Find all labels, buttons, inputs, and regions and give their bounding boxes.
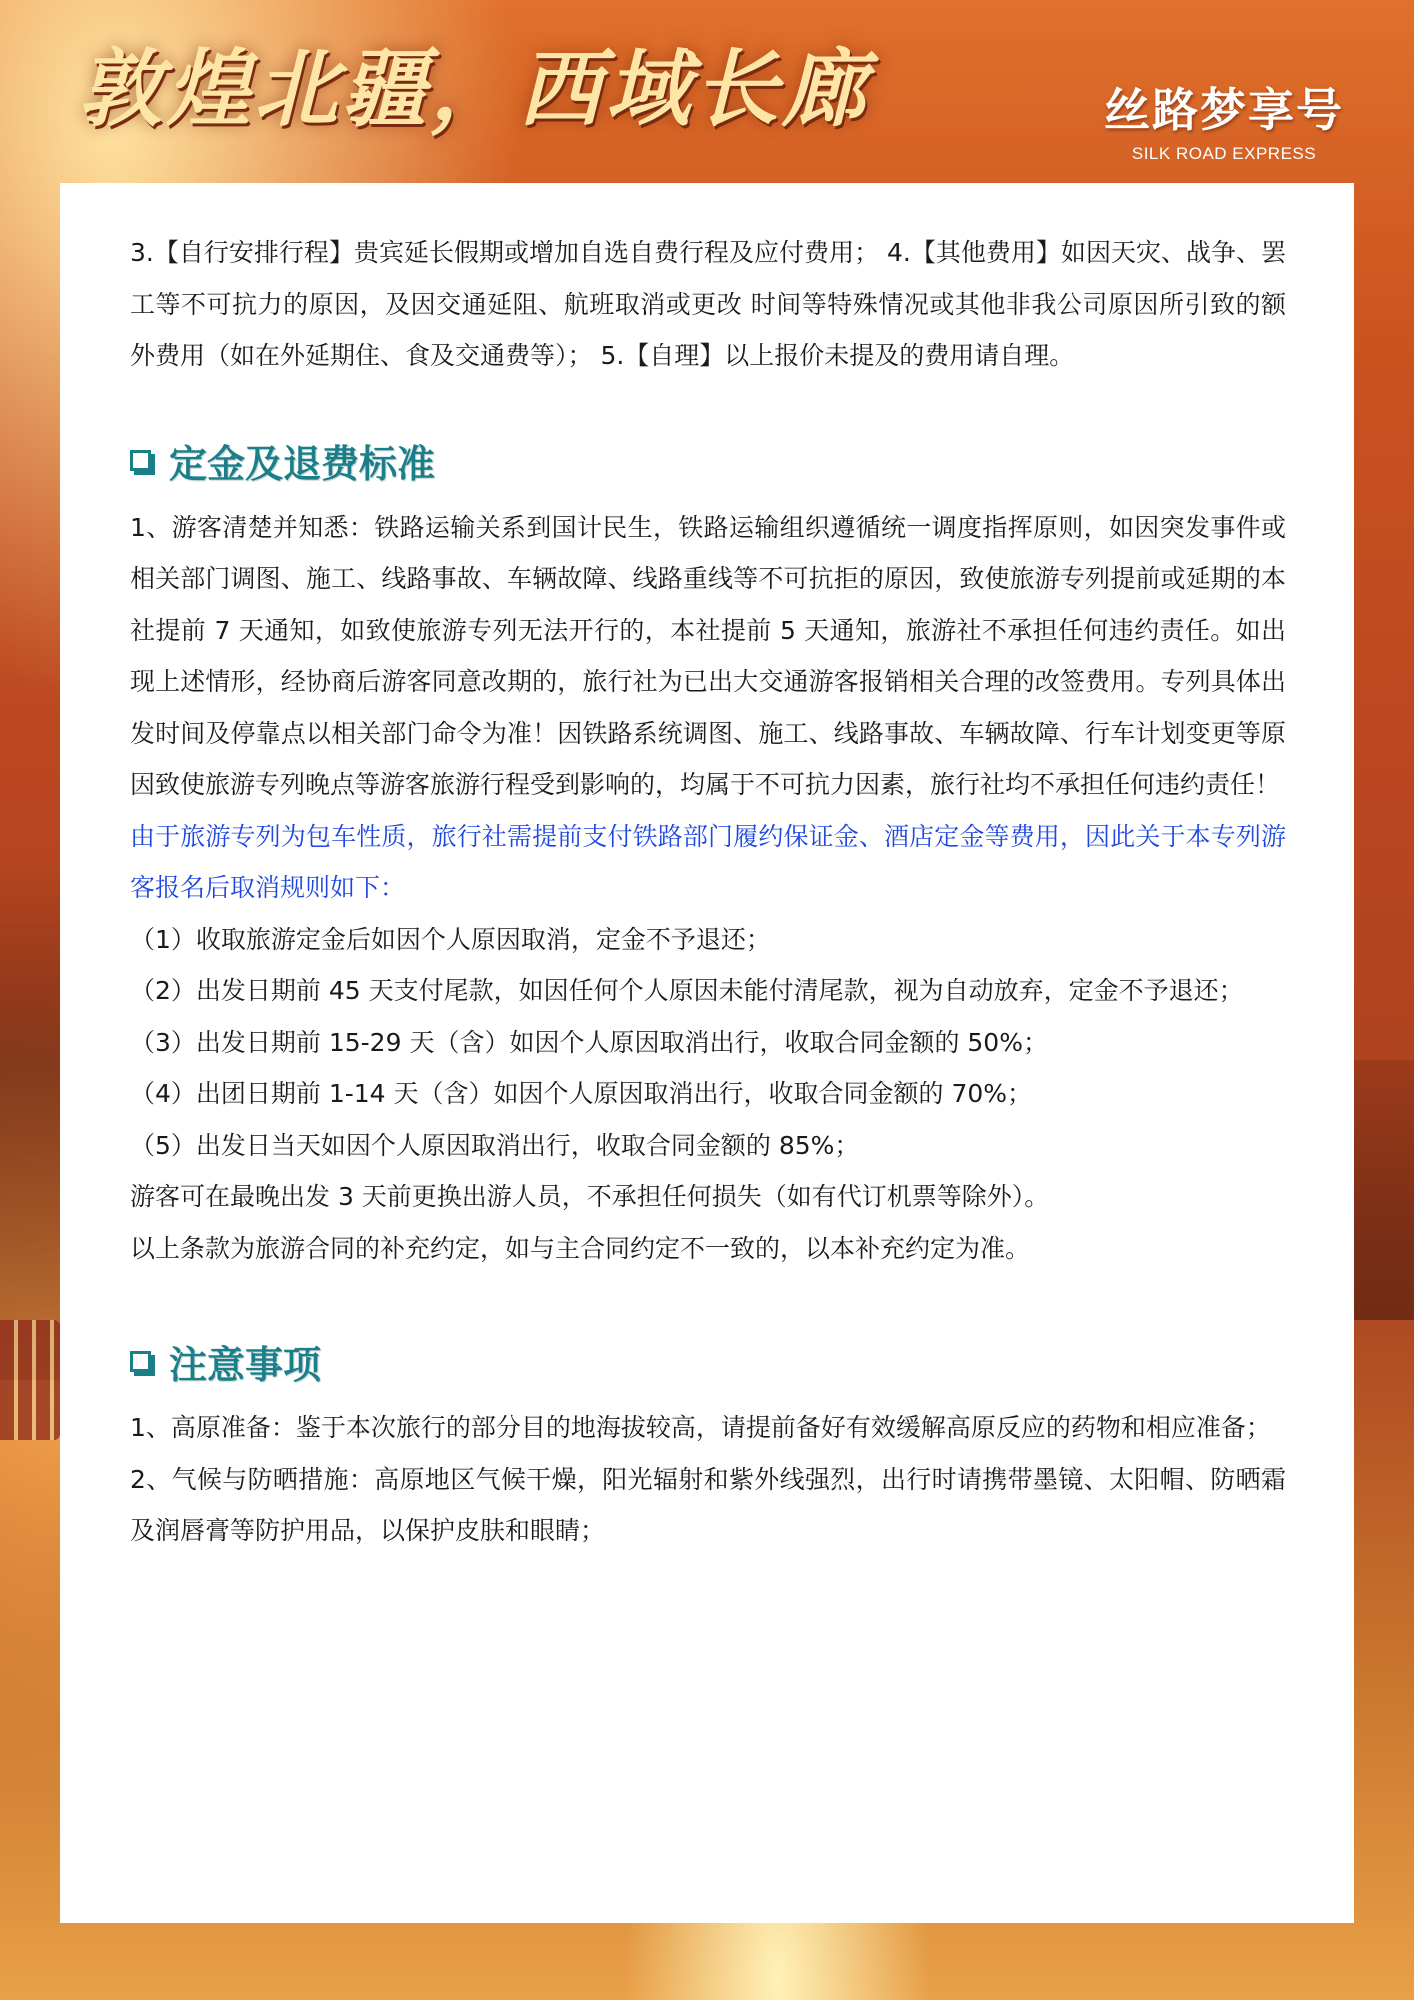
brand-subtitle: SILK ROAD EXPRESS xyxy=(1131,144,1317,163)
cancellation-notice: 由于旅游专列为包车性质，旅行社需提前支付铁路部门履约保证金、酒店定金等费用，因此关于本专列游客报名后取消规则如下： xyxy=(130,821,1286,902)
note-item: 1、高原准备：鉴于本次旅行的部分目的地海拔较高，请提前备好有效缓解高原反应的药物和相应准备； xyxy=(130,1413,1271,1442)
deposit-section-heading xyxy=(130,428,1286,494)
brand-name: 丝路梦享号 xyxy=(1104,83,1344,137)
checkbox-bullet-icon xyxy=(130,450,151,471)
rule-item: （2）出发日期前 45 天支付尾款，如因任何个人原因未能付清尾款，视为自动放弃，定金不予退还； xyxy=(130,976,1244,1005)
supplement-note: 以上条款为旅游合同的补充约定，如与主合同约定不一致的，以本补充约定为准。 xyxy=(130,1233,1031,1263)
substitution-note: 游客可在最晚出发 3 天前更换出游人员，不承担任何损失（如有代订机票等除外）。 xyxy=(130,1182,1050,1211)
rule-item: （5）出发日当天如因个人原因取消出行，收取合同金额的 85%； xyxy=(130,1130,860,1160)
checkbox-bullet-icon xyxy=(130,1351,151,1372)
note-item: 2、气候与防晒措施：高原地区气候干燥，阳光辐射和紫外线强烈，出行时请携带墨镜、太阳帽、防晒霜及润唇膏等防护用品，以保护皮肤和眼睛； xyxy=(130,1464,1286,1545)
notes-heading-text: 注意事项 xyxy=(169,1341,322,1387)
content-card xyxy=(60,183,1354,1923)
brand-logo xyxy=(1104,74,1344,164)
intro-paragraph: 3.【自行安排行程】贵宾延长假期或增加自选自费行程及应付费用； 4.【其他费用】如因天灾、战争、罢工等不可抗力的原因，及因交通延阻、航班取消或更改 时间等特殊情况或其他非我公司原因所引致的额外费用（如在外延期住、食及交通费等）； 5.【自理】以上报价未提及的费用请自理。 xyxy=(130,238,1286,370)
background-temple xyxy=(1354,1060,1414,1320)
banner-title: 敦煌北疆，西域长廊 xyxy=(78,39,871,138)
rule-item: （4）出团日期前 1-14 天（含）如因个人原因取消出行，收取合同金额的 70%； xyxy=(130,1079,1033,1108)
background-mountains xyxy=(0,860,60,1380)
notes-section-heading xyxy=(130,1328,1286,1394)
rule-item: （3）出发日期前 15-29 天（含）如因个人原因取消出行，收取合同金额的 50%； xyxy=(130,1027,1048,1057)
background-train xyxy=(0,1320,60,1440)
deposit-heading-text: 定金及退费标准 xyxy=(169,441,436,486)
rule-item: （1）收取旅游定金后如因个人原因取消，定金不予退还； xyxy=(130,924,771,954)
deposit-paragraph: 1、游客清楚并知悉：铁路运输关系到国计民生，铁路运输组织遵循统一调度指挥原则，如因突发事件或相关部门调图、施工、线路事故、车辆故障、线路重线等不可抗拒的原因，致使旅游专列提前或延期的本社提前 7 天通知，如致使旅游专列无法开行的，本社提前 5 天通知，旅游社不承担任何违约责任。如出现上述情形，经协商后游客同意改期的，旅行社为已出大交通游客报销相关合理的改签费用。专列具体出发时间及停靠点以相关部门命令为准！因铁路系统调图、施工、线路事故、车辆故障、行车计划变更等原因致使旅游专列晚点等游客旅游行程受到影响的，均属于不可抗力因素，旅行社均不承担任何违约责任！ xyxy=(130,512,1286,799)
